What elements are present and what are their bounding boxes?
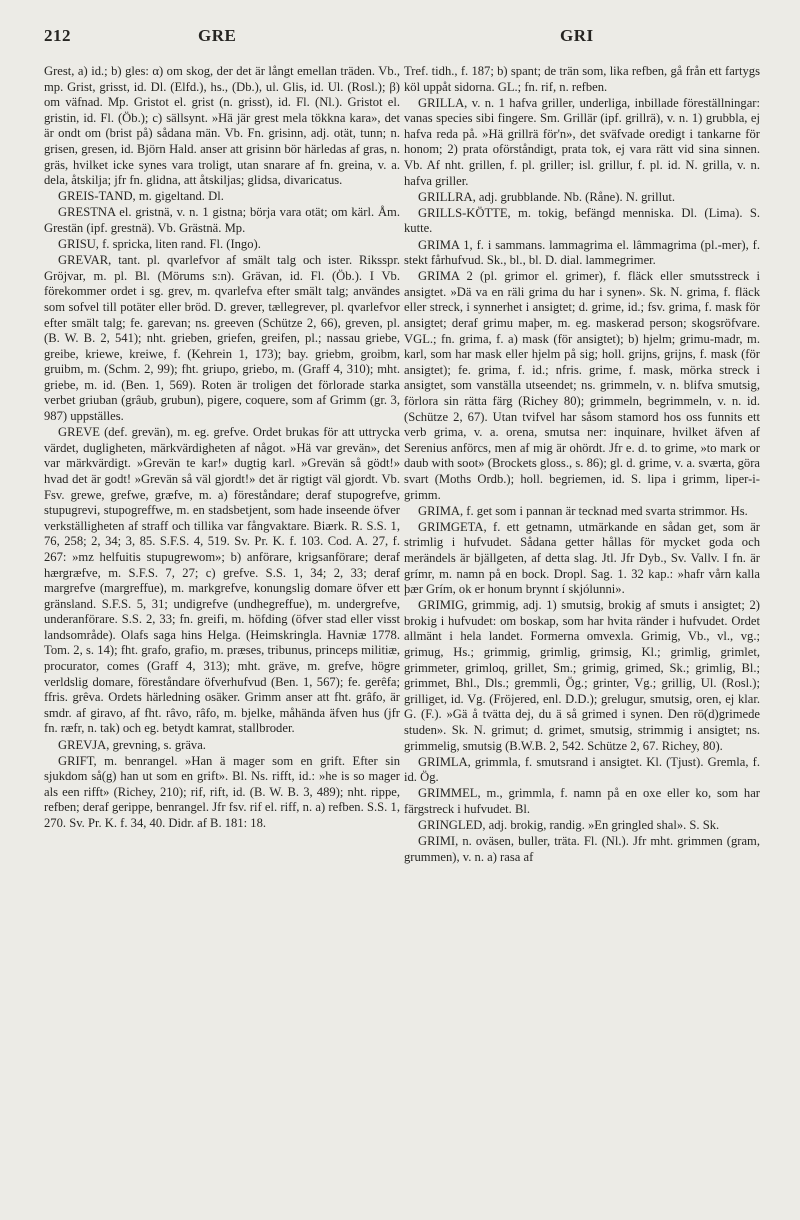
entry-grift-continued: Tref. tidh., f. 187; b) spant; de trän som, lika refben, gå från ett fartygs köl uppåt sidorna. GL.; fn. rif, n. refben. — [404, 64, 760, 94]
page-number: 212 — [44, 26, 71, 45]
entry-grestna: GRESTNA el. gristnä, v. n. 1 gistna; börja vara otät; om kärl. Åm. Grestän (ipf. grestnä). Vb. Grästnä. Mp. — [44, 205, 400, 235]
entry-grills-kotte: GRILLS-KÖTTE, m. tokig, befängd menniska. Dl. (Lima). S. kutte. — [404, 205, 760, 236]
entry-gringled: GRINGLED, adj. brokig, randig. »En gringled shal». S. Sk. — [418, 818, 720, 832]
entry-grima-2: GRIMA 2 (pl. grimor el. grimer), f. fläck eller smutsstreck i ansigtet. »Dä va en räli grima du har i synen». Sk. N. grima, f. fläck eller streck, i synnerhet i ansigtet; d. grime, id.; fsv. grima, f. mask för ansigtet; deraf grimu maþer, m. eg. maskerad person; skogsröfvare. VGL.; fn. grima, f. a) mask (för ansigtet); b) hjelm; grimu-madr, m. karl, som har mask eller hjelm på sig; holl. grijns, grijns, f. mask (för ansigtet); fe. grima, f. id.; nfris. grime, f. mask, mörka streck i ansigtet, som vanställa utseendet; ns. grimmeln, v. n. blifva smutsig, förlora sin rätta färg (Richey 80); grimmeln, begrimmeln, v. n. id. (Schütze 2, 67). Utan tvifvel har såsom stamord hos oss funnits ett verb grima, v. a. orena, smutsa ner: inquinare, hvilket äfven af Serenius anförcs, men af mig är ohördt. Jfr e. d. to grime, »to mark or daub with soot» (Brockets gloss., s. 86); gl. d. grime, v. a. sværta, göra svart (Moths Ordb.); holl. begriemen, id. S. lipa i grimm, liper-i-grimm. — [404, 269, 760, 502]
left-column — [44, 64, 400, 832]
entry-grillra: GRILLRA, adj. grubblande. Nb. (Råne). N. grillut. — [418, 189, 676, 204]
entry-grevja: GREVJA, grevning, s. gräva. — [58, 737, 206, 752]
entry-grilla: GRILLA, v. n. 1 hafva griller, underliga, inbillade föreställningar: vanas species sibi fingere. Sm. Grillär (ipf. grillrä), v. n. 1) grubbla, ej hafva reda på. »Hä grillrä för'n», det sväfvade oredigt i tankarne för honom; 2) prata oförståndigt, prata tok, ej vara rätt vid sina sinnen. Vb. Af nht. grillen, f. pl. griller; isl. grillur, f. pl. id. N. grilla, v. n. hafva griller. — [404, 95, 760, 188]
entry-grimi: GRIMI, n. oväsen, buller, träta. Fl. (Nl.). Jfr mht. grimmen (gram, grummen), v. n. a) rasa af — [404, 834, 760, 864]
header-right-word: GRI — [560, 26, 594, 45]
entry-grimgeta: GRIMGETA, f. ett getnamn, utmärkande en sådan get, som är strimlig i hufvudet. Sådana getter hållas för mycket goda och merändels är bjällgeten, af detta slag. Jtl. Jfr Dyb., Sv. Vallv. I fn. är grímr, m. namn på en bock. Dropl. Sag. 1. 32 kap.: »hafr vårn kalla þær Grím, ok er honum brynnt í skjólunni». — [404, 519, 760, 597]
entry-grest: Grest, a) id.; b) gles: α) om skog, der det är långt emellan träden. Vb., mp. Grist, grisst, id. Dl. (Elfd.), hs., (Db.), ul. Glis, id. Ul. (Rosl.); β) om väfnad. Mp. Gristot el. grist (n. grisst), id. Fl. (Nl.). Gristot el. gristin, id. Fl. (Öb.); c) sällsynt. »Hä jär grest mela tökkna kara», det är ondt om (brist på) sådana män. Vb. Fn. grisinn, adj. otät, tunn; n. grisen, gresen, id. Björn Hald. anser att grisinn bör härledas af gras, n. gräs, hvilket icke synes vara troligt, utan snarare af fn. greina, v. a. dela, åtskilja; jfr fn. glidna, att åtskiljas; glidsa, divaricatus. — [44, 64, 400, 188]
entry-grisu: GRISU, f. spricka, liten rand. Fl. (Ingo). — [58, 237, 261, 252]
entry-grima-get: GRIMA, f. get som i pannan är tecknad med svarta strimmor. Hs. — [418, 503, 748, 518]
entry-grimig: GRIMIG, grimmig, adj. 1) smutsig, brokig af smuts i ansigtet; 2) brokig i hufvudet: om boskap, som har hvita ränder i hufvudet. Ordet allmänt i hela landet. Formerna omvexla. Grimig, Vb., vl., vg.; grimug, Hs.; grimmig, grimlig, grimsig, Kl.; grimlig, grimlet, grimmeter, grimloq, grillet, Sm.; grimig, grimed, Sk.; grimlig, Bl.; grimmet, Bhl., Dls.; gremmli, Ög.; grinter, Vg.; grillig, Ul. (Rosl.); grilliget, id. Vg. (Fröjered, enl. D.D.); grelugur, smutsig, oren, ej klar. G. (F.). »Gä å tvätta dej, du ä så grimed i synen. Den rö(d)grimede studen». Sk. N. grimut; d. grimet, smutsig, strimmig i ansigtet; ns. grimmelig, smutsig (B.W.B. 2, 542. Schütze 2, 67. Richey, 80). — [404, 598, 760, 753]
entry-grima-1: GRIMA 1, f. i sammans. lammagrima el. lâmmagrima (pl.-mer), f. stekt fårhufvud. Sk., bl., bl. D. dial. lammegrimer. — [404, 237, 760, 268]
entry-greve: GREVE (def. grevän), m. eg. grefve. Ordet brukas för att uttrycka värdet, dugligheten, märkvärdigheten af något. »Hä var grevän», det var märkvärdigt. »Grevän te kar!» dugtig karl. »Grevän så gödt!» hvad det är godt! »Grevän så väl gjordt!» det är rigtigt väl gjordt. Vb. Fsv. grewe, grefwe, græfve, m. a) föreståndare; deraf stupogrefve, stupugrevi, stupogreffwe, m. en stadsbetjent, som hade inseende öfver verkställigheten af straff och tillika var fångvaktare. Biærk. R. S.S. 1, 76, 258; 2, 34; 3, 85. S.F.S. 4, 519. Sv. Pr. K. f. 103. Cod. A. 27, f. 267: »mz helfuitis stupugrewom»; b) anförare, krigsanförare; deraf hærgræfve, m. S.F.S. 7, 27; c) grefve. S.S. 1, 34; 2, 33; deraf margrefve (margreffue), m. markgrefve, konungslig domare öfver ett gränsland. S.F.S. 5, 31; undigrefve (undhegreffue), m. undergrefve, underanförare. S.S. 2, 33; fn. greifi, m. höfding (öfver stad eller visst landsområde). Olafs saga hins Helga. (Heimskringla. Havniæ 1778. Tom. 2, s. 14); fht. grafo, grafio, m. præses, tribunus, princeps militiæ, procurator, comes (Graff 4, 313); mht. gräve, m. grefve, högre verldslig domare, föreståndare öfverhufvud (Ben. 1, 567); fe. gerêfa; ffris. grêva. Ordets härledning osäker. Grimm anser att fht. grâfo, är smdr. af giravo, af fht. râvo, râfo, m. bjelke, måhända äfven hus (jfr fn. ræfr, n. tak) och eg. betydt kamrat, stallbroder. — [44, 425, 400, 736]
entry-greis-tand: GREIS-TAND, m. gigeltand. Dl. — [58, 189, 224, 204]
entry-grevar: GREVAR, tant. pl. qvarlefvor af smält talg och ister. Riksspr. Gröjvar, m. pl. Bl. (Mörums s:n). Grävan, id. Fl. (Öb.). I Vb. förekommer ordet i sg. grev, m. qvarlefva efter smält talg; användes som sofvel till potäter eller bröd. D. grever, tællegrever, pl. qvarlefvor efter smält talg; fe. garevan; ns. greeven (Schütze 2, 66), greven, pl. (B. W. B. 2, 541); nht. grieben, griefen, greifen, pl.; nassau griebe, greibe, kriewe, kreiwe, f. (Kehrein 1, 173); bay. griebm, groibm, gruibm, m. (Schm. 2, 99); fht. griupo, griebo, m. (Graff 4, 310); mht. griebe, m. id. (Ben. 1, 569). Roten är troligen det förlorade starka verbet griuban (grâub, grubun), pigere, coquere, som af Grimm (gr. 3, 987) uppställes. — [44, 253, 400, 424]
header-left-word: GRE — [198, 26, 237, 45]
right-column — [404, 64, 760, 866]
entry-grimla: GRIMLA, grimmla, f. smutsrand i ansigtet. Kl. (Tjust). Gremla, f. id. Ög. — [404, 754, 760, 785]
entry-grimmel: GRIMMEL, m., grimmla, f. namn på en oxe eller ko, som har färgstreck i hufvudet. Bl. — [404, 786, 760, 816]
entry-grift: GRIFT, m. benrangel. »Han ä mager som en grift. Efter sin sjukdom så(g) han ut som en grift». Bl. Ns. rifft, id.: »he is so mager als een rifft» (Richey, 210); rif, rift, id. (B. W. B. 3, 489); nht. rippe, refben; deraf gerippe, benrangel. Jfr fsv. rif el. riff, n. a) refben. S.S. 1, 270. Sv. Pr. K. f. 34, 40. Didr. af B. 181: 18. — [44, 753, 400, 830]
